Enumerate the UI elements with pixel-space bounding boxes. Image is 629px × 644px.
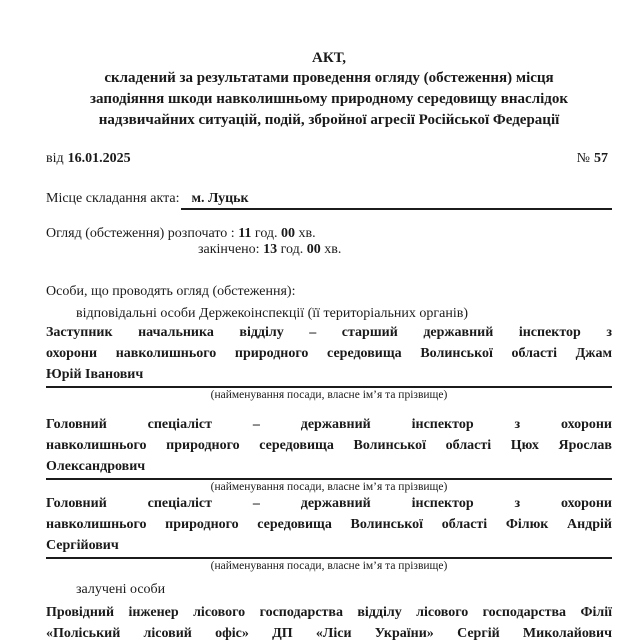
signature-block-3	[46, 557, 612, 572]
title-line-3: надзвичайних ситуацій, подій, збройної агресії Російської Федерації	[98, 112, 560, 128]
place-row	[46, 190, 612, 210]
involved-line-2-cutoff: «Поліський лісовий офіс» ДП «Ліси України» Сергій Миколайович	[46, 626, 612, 641]
signature-caption: (найменування посади, власне ім’я та прізвище)	[210, 481, 448, 493]
place-underline	[181, 190, 612, 210]
document-date	[46, 151, 135, 167]
involved-heading: залучені особи	[76, 582, 166, 597]
title-line-2: заподіяння шкоди навколишньому природному середовищу внаслідок	[89, 91, 569, 107]
document-title	[46, 48, 612, 131]
place-value: м. Луцьк	[191, 191, 249, 206]
responsible-note: відповідальні особи Держекоінспекції (її територіальних органів)	[76, 306, 468, 321]
time-minutes-unit: хв.	[298, 226, 316, 241]
time-started-label: Огляд (обстеження) розпочато :	[46, 226, 235, 241]
time-finished-line	[46, 242, 612, 258]
signature-block-1	[46, 386, 612, 401]
persons-heading: Особи, що проводять огляд (обстеження):	[46, 284, 296, 299]
involved-line-1: Провідний інженер лісового господарства відділу лісового господарства Філії	[46, 605, 612, 620]
title-line-1: складений за результатами проведення огляду (обстеження) місця	[104, 70, 554, 86]
time-block	[46, 226, 612, 258]
time-started-line	[46, 226, 612, 242]
official-2-line-2: навколишнього природного середовища Волинської області Цюх Ярослав	[46, 438, 612, 453]
time-hours-unit: год.	[280, 242, 304, 257]
number-sign: №	[576, 151, 590, 166]
place-label: Місце складання акта:	[46, 191, 180, 206]
official-1-line-3: Юрій Іванович	[46, 367, 144, 382]
official-1-line-2: охорони навколишнього природного середовища Волинської області Джам	[46, 346, 612, 361]
signature-block-2	[46, 478, 612, 493]
official-3-line-2: навколишнього природного середовища Волинської області Філюк Андрій	[46, 517, 612, 532]
involved-entry	[46, 602, 612, 644]
official-3-line-1: Головний спеціаліст – державний інспектор з охорони	[46, 496, 612, 511]
official-entry-1	[46, 322, 612, 385]
signature-caption: (найменування посади, власне ім’я та прізвище)	[210, 389, 448, 401]
time-started-hours: 11	[238, 226, 252, 241]
number-value: 57	[594, 151, 608, 166]
time-finished-label: закінчено:	[198, 242, 260, 257]
time-finished-hours: 13	[263, 242, 278, 257]
official-entry-2	[46, 414, 612, 477]
official-2-line-3: Олександрович	[46, 459, 146, 474]
time-hours-unit: год.	[254, 226, 278, 241]
official-3-line-3: Сергійович	[46, 538, 119, 553]
title-heading: АКТ,	[312, 50, 346, 66]
signature-caption: (найменування посади, власне ім’я та прізвище)	[210, 560, 448, 572]
time-started-minutes: 00	[281, 226, 296, 241]
official-entry-3	[46, 493, 612, 556]
date-value: 16.01.2025	[67, 151, 131, 166]
official-1-line-1: Заступник начальника відділу – старший державний інспектор з	[46, 325, 612, 340]
time-minutes-unit: хв.	[324, 242, 342, 257]
meta-row	[46, 151, 612, 167]
time-finished-minutes: 00	[306, 242, 321, 257]
date-label: від	[46, 151, 64, 166]
official-2-line-1: Головний спеціаліст – державний інспектор з охорони	[46, 417, 612, 432]
document-number	[577, 151, 612, 167]
